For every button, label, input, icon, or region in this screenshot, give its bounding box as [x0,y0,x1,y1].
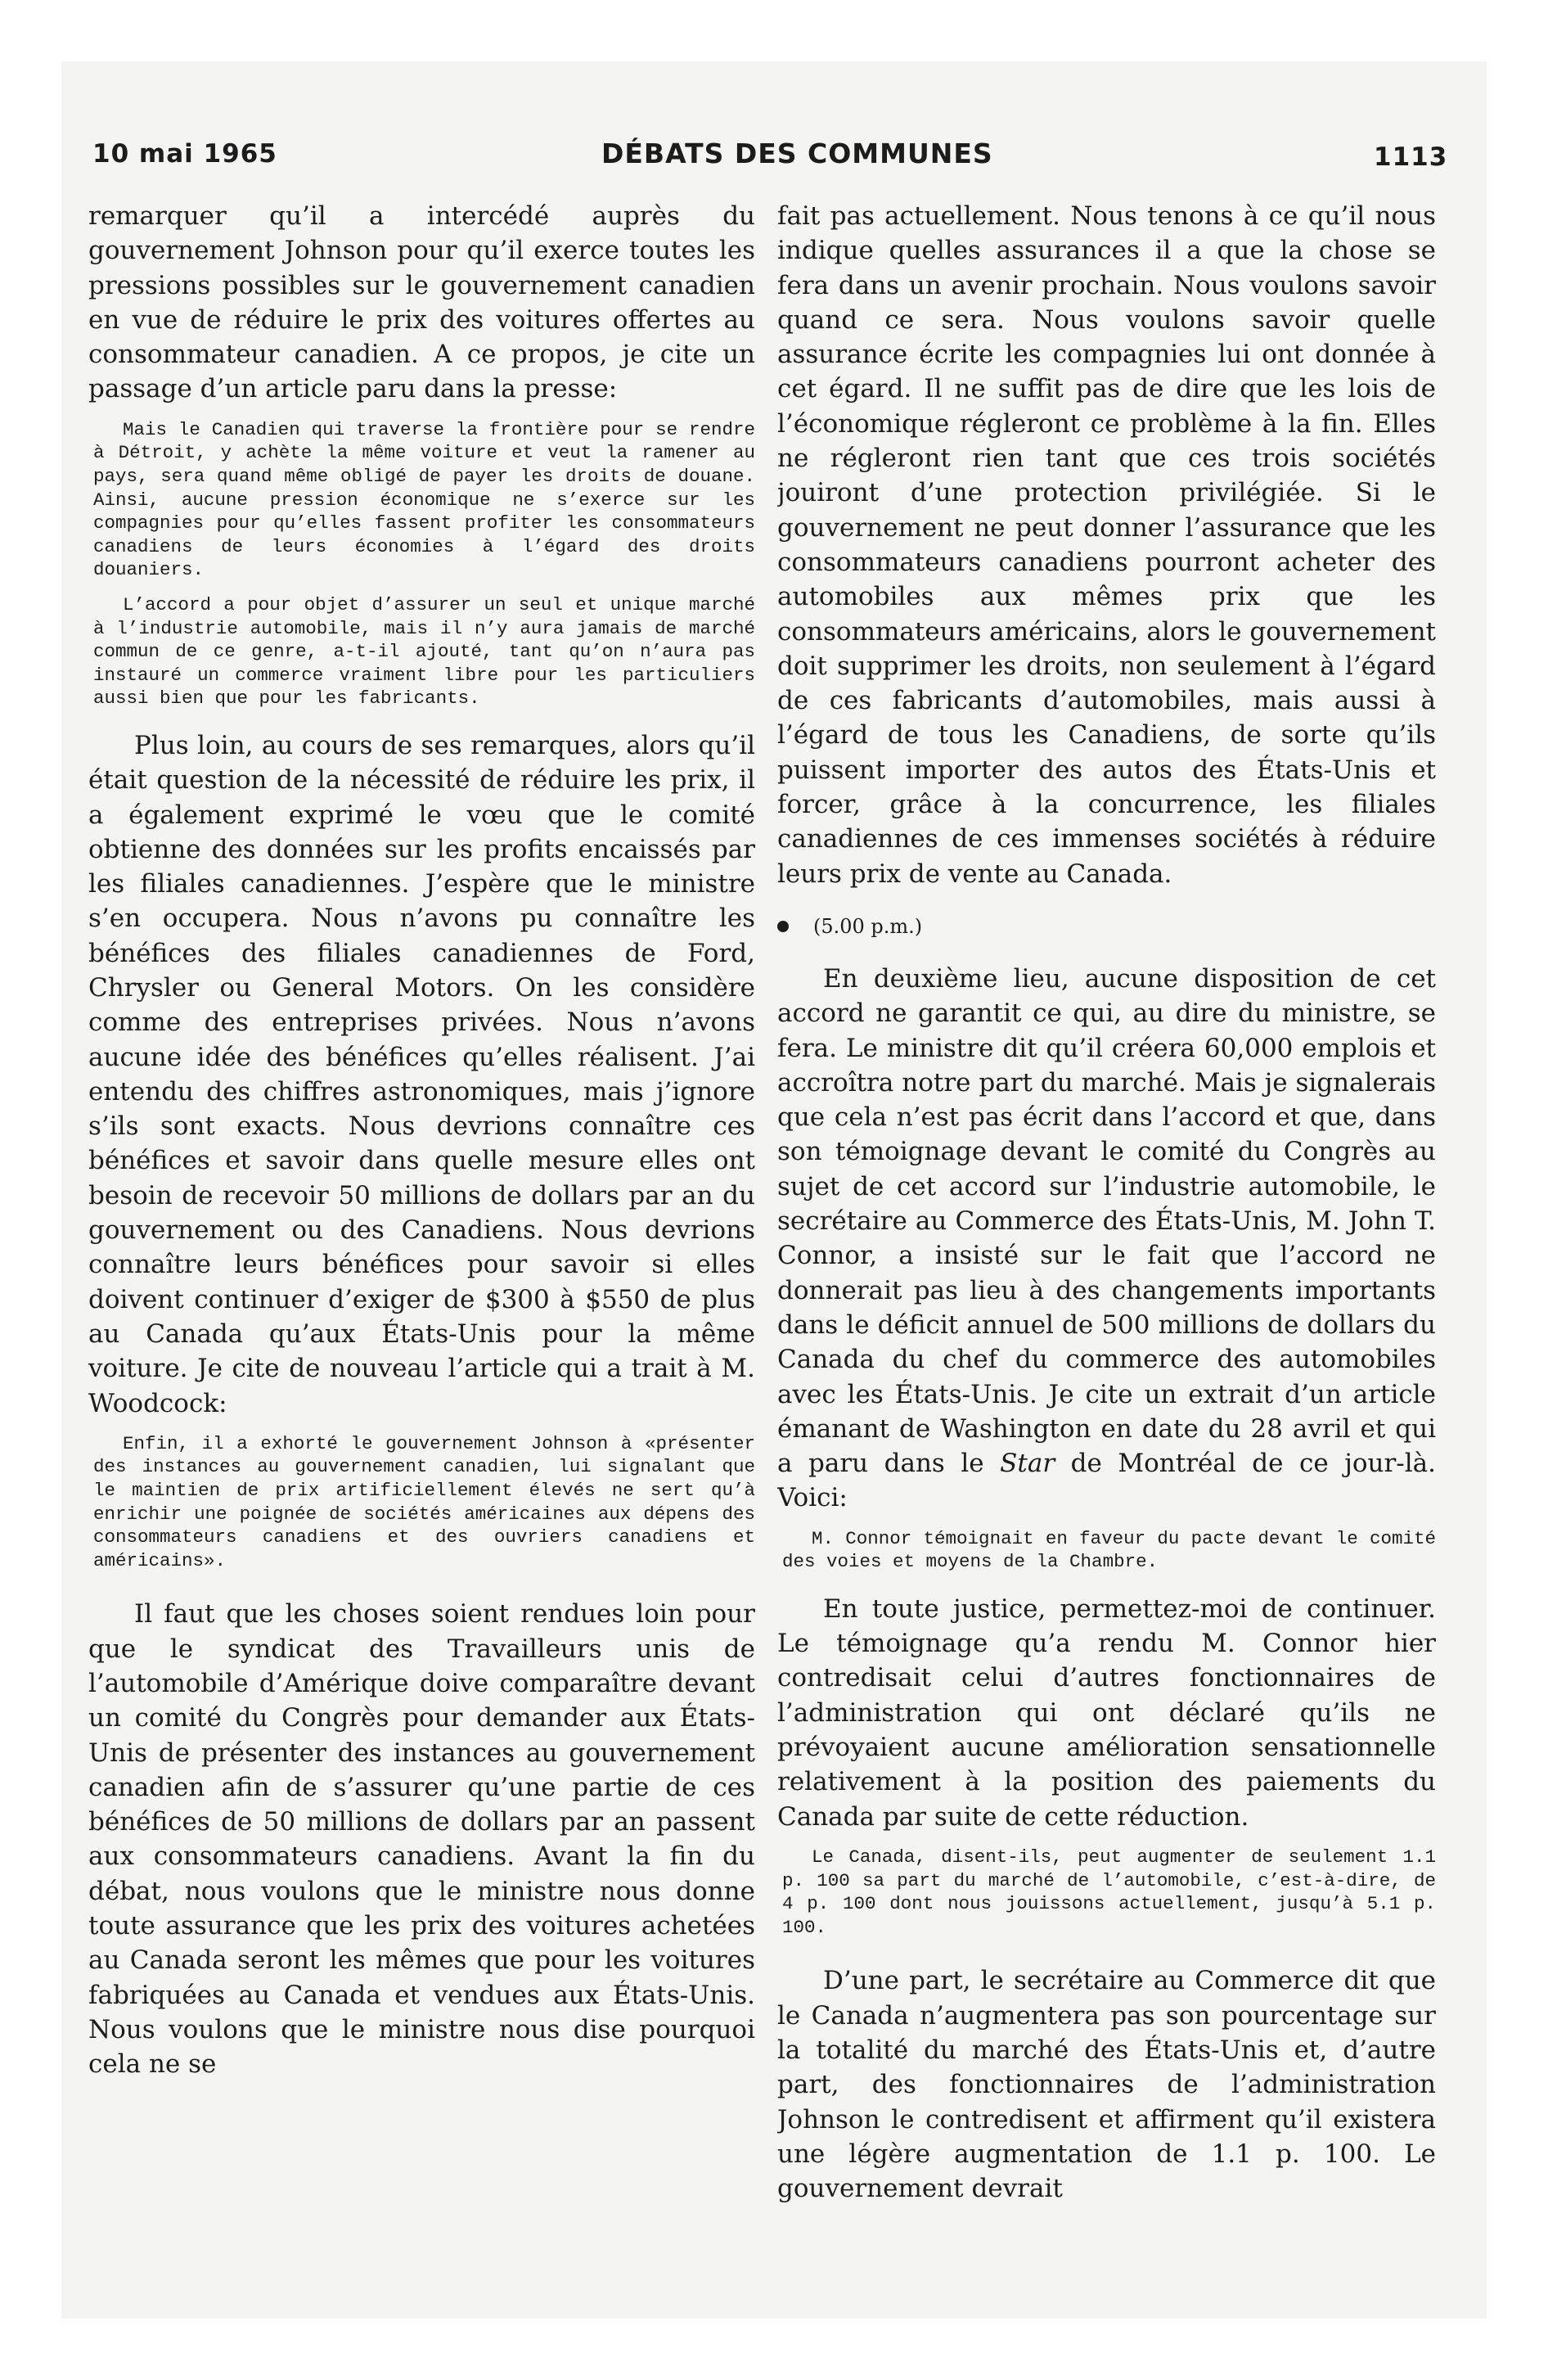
page-date: 10 mai 1965 [92,139,277,169]
paragraph-text: En deuxième lieu, aucune disposition de cet accord ne garantit ce qui, au dire du ministre, se fera. Le ministre dit qu’il créera 60,000 emplois et accroîtra notre part du marché. Mais je signalerais que cela n’est pas écrit dans l’accord et que, dans son témoignage devant le comité du Congrès au sujet de cet accord sur l’industrie automobile, le secrétaire au Commerce des États-Unis, M. John T. Connor, a insisté sur le fait que l’accord ne donnerait pas lieu à des changements importants dans le déficit annuel de 500 millions de dollars du Canada du chef du commerce des automobiles avec les États-Unis. Je cite un extrait d’un article émanant de Washington en date du 28 avril et qui a paru dans le [777,963,1436,1479]
paragraph: En toute justice, permettez-moi de continuer. Le témoignage qu’a rendu M. Connor hier contredisait celui d’autres fonctionnaires de l’administration qui ont déclaré qu’ils ne prévoyaient aucune amélioration sensationnelle relativement à la position des paiements du Canada par suite de cette réduction. [777,1593,1436,1832]
paragraph-text: de Montréal de ce jour-là. Voici: [777,1449,1436,1513]
quotation: Mais le Canadien qui traverse la frontière pour se rendre à Détroit, y achète la même voiture et veut la ramener au pays, sera quand même obligé de payer les droits de douane. Ainsi, aucune pression économique ne s’exerce sur les compagnies pour qu’elles fassent profiter les consommateurs canadiens de leurs économies à l’égard des droits douaniers. [93,418,755,581]
left-column [88,199,755,2265]
paragraph: D’une part, le secrétaire au Commerce dit que le Canada n’augmentera pas son pourcentage sur la totalité du marché des États-Unis et, d’autre part, des fonctionnaires de l’administration Johnson le contredisent et affirment qu’il existera une légère augmentation de 1.1 p. 100. Le gouvernement devrait [777,1966,1436,2204]
quotation: Le Canada, disent-ils, peut augmenter de seulement 1.1 p. 100 sa part du marché de l’automobile, c’est-à-dire, de 4 p. 100 dont nous jouissons actuellement, jusqu’à 5.1 p. 100. [782,1846,1436,1938]
paragraph [777,962,1436,1516]
time-marker [777,909,1436,944]
page-number: 1113 [1374,142,1448,172]
publication-name: Star [1000,1449,1055,1479]
quotation: L’accord a pour objet d’assurer un seul et unique marché à l’industrie automobile, mais il n’y aura jamais de marché commun de ce genre, a-t-il ajouté, tant qu’on n’aura pas instauré un commerce vraiment libre pour les particuliers aussi bien que pour les fabricants. [93,593,755,710]
paragraph: Il faut que les choses soient rendues loin pour que le syndicat des Travailleurs unis de l’automobile d’Amérique doive comparaître devant un comité du Congrès pour demander aux États-Unis de présenter des instances au gouvernement canadien afin de s’assurer qu’une partie de ces bénéfices de 50 millions de dollars par an passent aux consommateurs canadiens. Avant la fin du débat, nous voulons que le ministre nous donne toute assurance que les prix des voitures achetées au Canada seront les mêmes que pour les voitures fabriquées au Canada et vendues aux États-Unis. Nous voulons que le ministre nous dise pourquoi cela ne se [88,1599,755,2080]
right-column [777,199,1436,2265]
paragraph: remarquer qu’il a intercédé auprès du gouvernement Johnson pour qu’il exerce toutes les pressions possibles sur le gouvernement canadien en vue de réduire le prix des voitures offertes au consommateur canadien. A ce propos, je cite un passage d’un article paru dans la presse: [88,201,755,404]
quotation: M. Connor témoignait en faveur du pacte devant le comité des voies et moyens de la Chambre. [782,1527,1436,1573]
time-marker-text: (5.00 p.m.) [813,914,923,938]
quotation: Enfin, il a exhorté le gouvernement Johnson à «présenter des instances au gouvernement canadien, lui signalant que le maintien de prix artificiellement élevés ne sert qu’à enrichir une poignée de sociétés américaines aux dépens des consommateurs canadiens et des ouvriers canadiens et américains». [93,1432,755,1571]
page-title: DÉBATS DES COMMUNES [601,137,993,169]
bullet-icon [777,921,789,932]
paragraph: fait pas actuellement. Nous tenons à ce qu’il nous indique quelles assurances il a que la chose se fera dans un avenir prochain. Nous voulons savoir quand ce sera. Nous voulons savoir quelle assurance écrite les compagnies lui ont donnée à cet égard. Il ne suffit pas de dire que les lois de l’économique régleront ce problème à la fin. Elles ne régleront rien tant que ces trois sociétés jouiront d’une protection privilégiée. Si le gouvernement ne peut donner l’assurance que les consommateurs canadiens pourront acheter des automobiles aux mêmes prix que les consommateurs américains, alors le gouvernement doit supprimer les droits, non seulement à l’égard de ces fabricants d’automobiles, mais aussi à l’égard de tous les Canadiens, de sorte qu’ils puissent importer des autos des États-Unis et forcer, grâce à la concurrence, les filiales canadiennes de ces immenses sociétés à réduire leurs prix de vente au Canada. [777,201,1436,889]
paragraph: Plus loin, au cours de ses remarques, alors qu’il était question de la nécessité de réduire les prix, il a également exprimé le vœu que le comité obtienne des données sur les profits encaissés par les filiales canadiennes. J’espère que le ministre s’en occupera. Nous n’avons pu connaître les bénéfices des filiales canadiennes de Ford, Chrysler ou General Motors. On les considère comme des entreprises privées. Nous n’avons aucune idée des bénéfices qu’elles réalisent. J’ai entendu des chiffres astronomiques, mais j’ignore s’ils sont exacts. Nous devrions connaître ces bénéfices et savoir dans quelle mesure elles ont besoin de recevoir 50 millions de dollars par an du gouvernement ou des Canadiens. Nous devrions connaître leurs bénéfices pour savoir si elles doivent continuer d’exiger de $300 à $550 de plus au Canada qu’aux États-Unis pour la même voiture. Je cite de nouveau l’article qui a trait à M. Woodcock: [88,730,755,1418]
